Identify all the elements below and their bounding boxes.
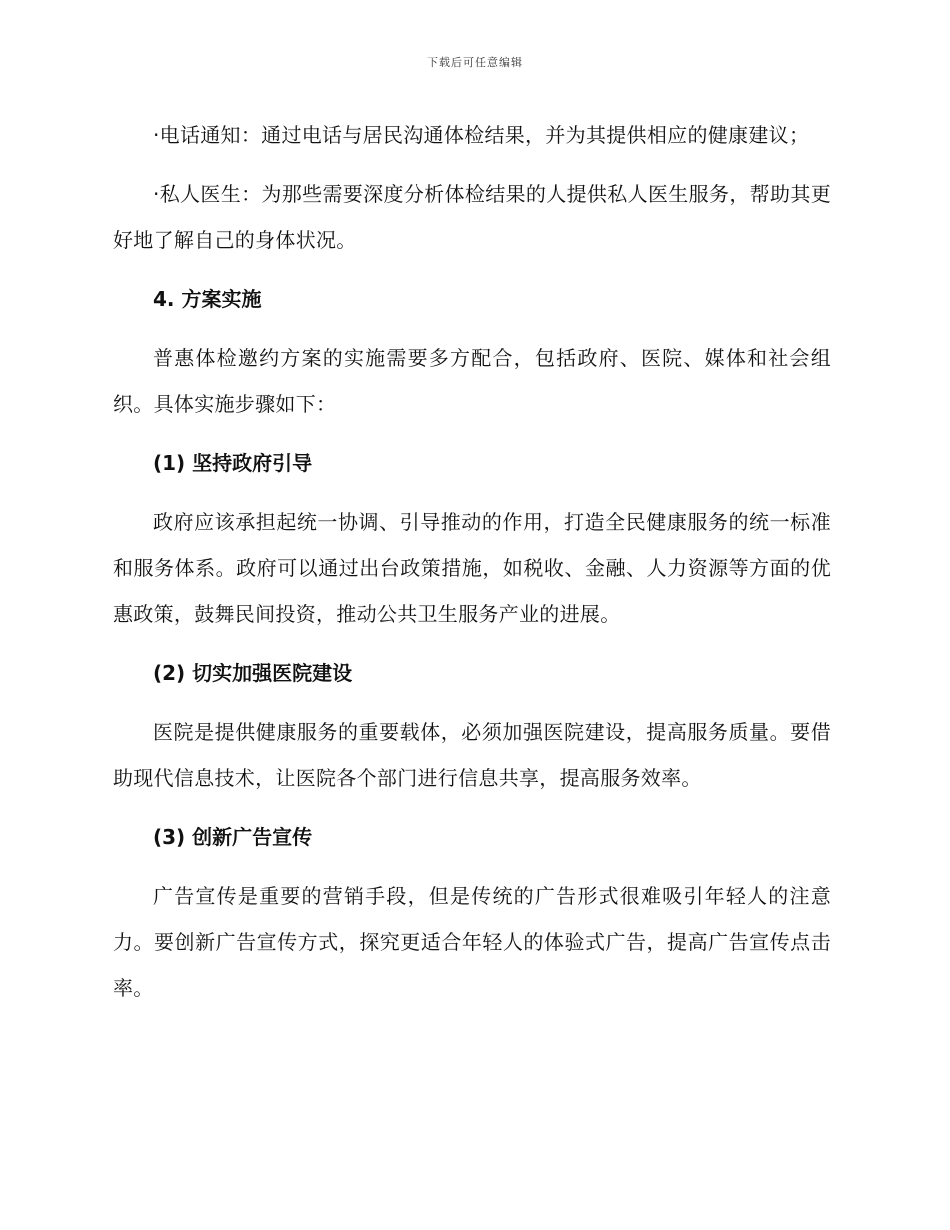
document-body — [113, 112, 831, 1024]
section-heading-implementation: 4. 方案实施 — [153, 287, 262, 311]
paragraph-government: 政府应该承担起统一协调、引导推动的作用，打造全民健康服务的统一标准和服务体系。政府可以通过出台政策措施，如税收、金融、人力资源等方面的优惠政策，鼓舞民间投资，推动公共卫生服务产业的进展。 — [113, 510, 831, 626]
paragraph-hospital: 医院是提供健康服务的重要载体，必须加强医院建设，提高服务质量。要借助现代信息技术，让医院各个部门进行信息共享，提高服务效率。 — [113, 720, 831, 790]
subheading-government: (1) 坚持政府引导 — [153, 451, 313, 475]
subheading-advertising: (3) 创新广告宣传 — [153, 825, 313, 849]
header-note: 下载后可任意编辑 — [427, 56, 523, 69]
bullet-private-doctor: ·私人医生：为那些需要深度分析体检结果的人提供私人医生服务，帮助其更好地了解自己的身体状况。 — [113, 182, 831, 252]
paragraph-advertising: 广告宣传是重要的营销手段，但是传统的广告形式很难吸引年轻人的注意力。要创新广告宣传方式，探究更适合年轻人的体验式广告，提高广告宣传点击率。 — [113, 884, 831, 1000]
subheading-hospital: (2) 切实加强医院建设 — [153, 661, 353, 685]
paragraph-implementation-intro: 普惠体检邀约方案的实施需要多方配合，包括政府、医院、媒体和社会组织。具体实施步骤如下： — [113, 346, 831, 416]
bullet-phone-notice: ·电话通知：通过电话与居民沟通体检结果，并为其提供相应的健康建议； — [153, 123, 810, 147]
